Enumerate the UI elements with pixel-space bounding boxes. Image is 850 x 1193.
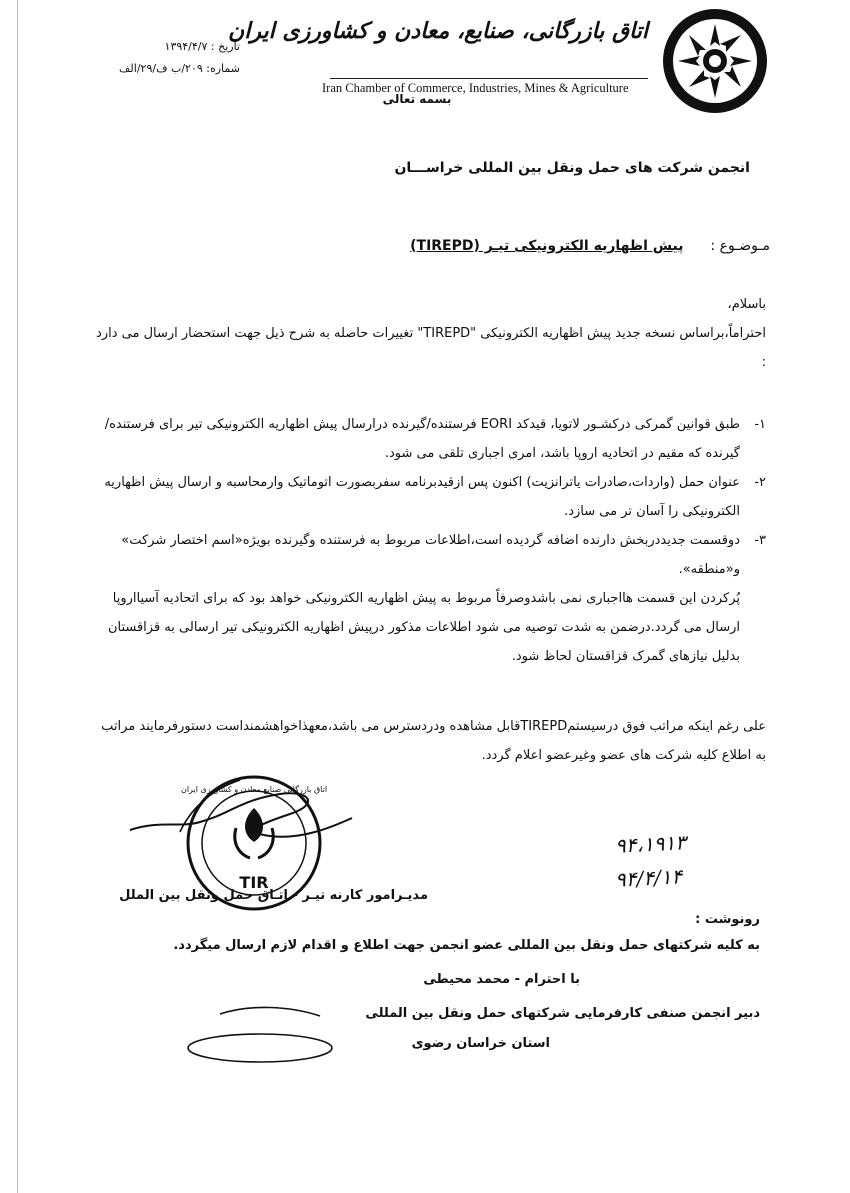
letter-body [90,290,766,377]
item-number: ۲- [754,475,766,490]
subject-label: مـوضـوع : [710,238,770,254]
scan-margin-line [17,0,18,1193]
secretary-signature-icon [180,996,340,1066]
greeting: باسلام، [727,297,766,312]
item-number: ۱- [754,417,766,432]
closing-paragraph: علی رغم اینکه مراتب فوق درسیستمTIREPDقابل مشاهده ودردسترس می باشد،معهذاخواهشمنداست دستورفرمایند مراتب به اطلاع کلیه شرکت های عضو وغیرعضو اعلام گردد. [101,719,766,763]
item-text: دوقسمت جدیددربخش دارنده اضافه گردیده است،اطلاعات مربوط به فرستنده وگیرنده بویژه«اسم اختصار شرکت» و«منطقه». [121,533,740,577]
intro-paragraph: احتراماً،براساس نسخه جدید پیش اظهاریه الکترونیکی "TIREPD" تغییرات حاصله به شرح ذیل جهت استحضار ارسال می دارد : [96,326,766,370]
subject-value: پیش اظهاریه الکترونیکی تیـر (TIREPD) [410,238,684,254]
header-rule [330,78,648,79]
cc-regards: با احترام - محمد محیطی [423,972,580,987]
cc-heading: رونوشت : [695,912,760,927]
item-number: ۳- [754,533,766,548]
list-item [90,526,766,584]
list-item [90,468,766,526]
letter-number: شماره: ۲۰۹/ب ف/۲۹/الف [119,62,240,75]
seal-text: اتاق بازرگانی صنایع معادن و کشاورزی ایران [180,785,328,794]
list-item [90,410,766,468]
recipient: انجمن شرکت های حمل ونقل بین المللی خراســـان [394,160,750,176]
cc-province: استان خراسان رضوی [411,1036,550,1051]
item-text: عنوان حمل (واردات،صادرات یاترانزیت) اکنون پس ازقیدبرنامه سفربصورت اتوماتیک وارمحاسبه و ارسال پیش اظهاریه الکترونیکی را آسان تر می سازد. [104,475,740,519]
subject-row [300,238,770,254]
note-paragraph: پُرکردن این قسمت هااجباری نمی باشدوصرفاً مربوط به پیش اظهاریه الکترونیکی خواهد بود که برای اتحادیه آسیااروپا ارسال می گردد.درضمن به شدت توصیه می شود اطلاعات مذکور درپیش اظهاریه الکترونیکی تیر ارسالی به قزاقستان بدلیل نیازهای گمرک قزاقستان لحاظ شود. [107,591,740,664]
org-name-en: Iran Chamber of Commerce, Industries, Mines & Agriculture [322,81,629,95]
letter-date: تاریخ : ۱۳۹۴/۴/۷ [164,40,240,53]
handwritten-date: ۹۴/۴/۱۴ [614,864,683,892]
handwritten-number: ۹۴،۱۹۱۳ [614,830,687,858]
seal-mark: TIR [239,873,269,892]
item-text: طبق قوانین گمرکی درکشـور لاتویا، قیدکد EORI فرستنده/گیرنده درارسال پیش اظهاریه الکترونیکی تیر برای فرستنده/ گیرنده که مقیم در اتحادیه اروپا باشد، امری اجباری تلقی می شود. [104,417,740,461]
basmala: بسمه تعالی [382,92,452,106]
org-name-fa: اتاق بازرگانی، صنایع، معادن و کشاورزی ایران [228,18,648,44]
cc-title: دبیر انجمن صنفی کارفرمایی شرکتهای حمل ونقل بین المللی [365,1006,760,1021]
cc-line: به کلیه شرکتهای حمل ونقل بین المللی عضو انجمن جهت اطلاع و اقدام لازم ارسال میگردد. [173,938,760,953]
items-list [90,410,766,671]
chamber-logo-icon [660,6,770,116]
director-title: مدیـرامور کارنه تیـر - اتـاق حمل ونقل بین الملل [119,888,428,903]
